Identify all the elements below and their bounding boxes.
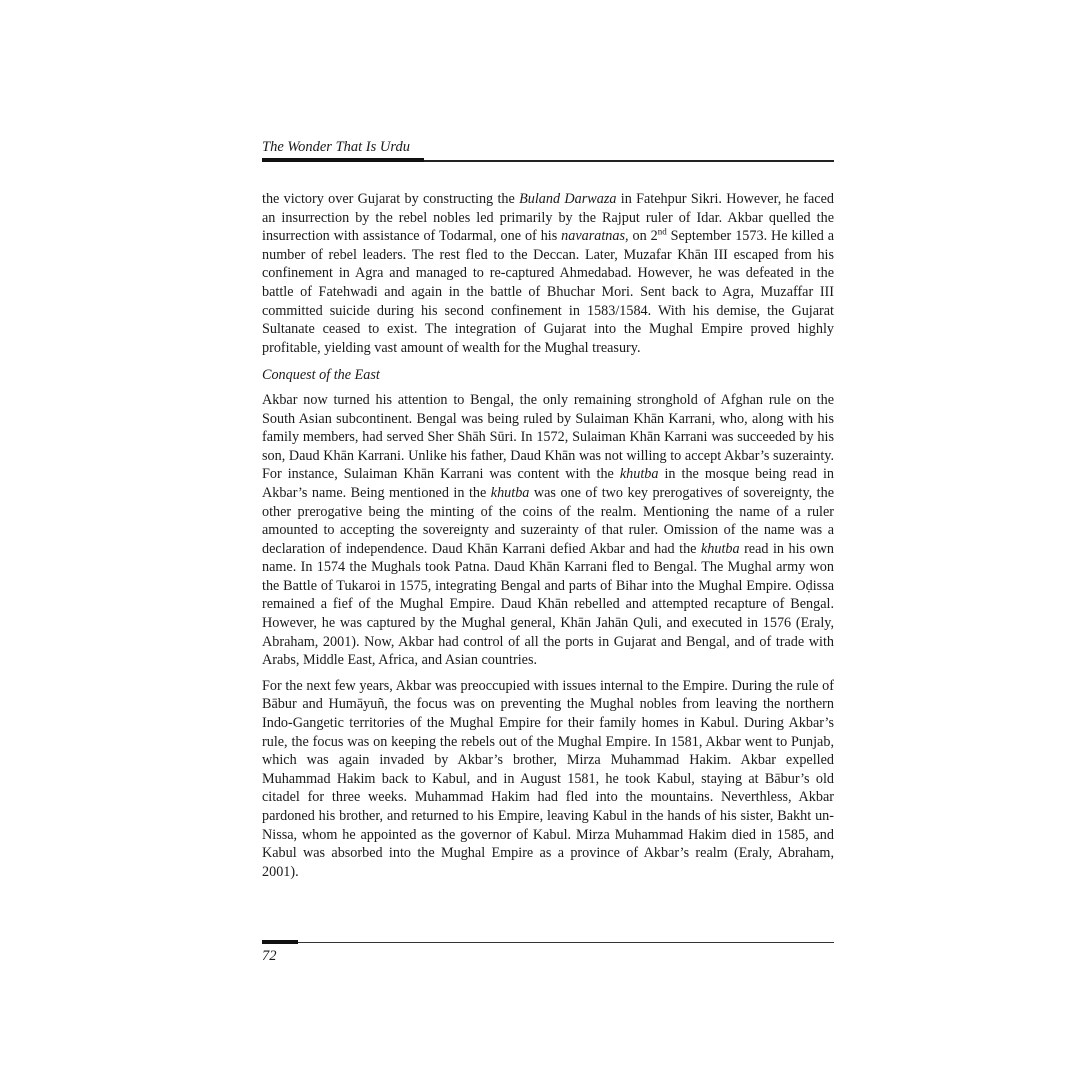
header-rule-accent	[262, 158, 424, 162]
footer-rule	[262, 942, 834, 943]
italic-term: navaratnas	[561, 228, 626, 245]
paragraph-kabul: For the next few years, Akbar was preoccupied with issues internal to the Empire. During the rule of Bābur and Humāyuñ, the focus was on preventing the Mughal nobles from leaving the northern Indo-Gangetic territories of the Mughal Empire for their family homes in Kabul. During Akbar’s rule, the focus was on keeping the rebels out of the Mughal Empire. In 1581, Akbar went to Punjab, which was again invaded by Akbar’s brother, Mirza Muhammad Hakim. Akbar expelled Muhammad Hakim back to Kabul, and in August 1581, he took Kabul, staying at Bābur’s old citadel for three weeks. Muhammad Hakim had fled into the mountains. Neverthless, Akbar pardoned his brother, and returned to his Empire, leaving Kabul in the hands of his sister, Bakht un-Nissa, whom he appointed as the governor of Kabul. Mirza Muhammad Hakim died in 1585, and Kabul was absorbed into the Mughal Empire as a province of Akbar’s realm (Eraly, Abraham, 2001).	[262, 677, 834, 880]
text-run: in the mosque being read in Akbar’s name. Being mentioned in the	[262, 466, 834, 501]
text-run: the victory over Gujarat by constructing the	[262, 191, 520, 207]
italic-term: khutba	[490, 484, 530, 501]
italic-term: Buland Darwaza	[519, 191, 617, 207]
paragraph-bengal	[262, 391, 834, 670]
text-run: in Fatehpur Sikri. However, he faced an insurrection by the rebel nobles led primarily by the Rajput ruler of Idar. Akbar quelled the insurrection with assistance of Todarmal, one of his	[262, 191, 834, 245]
italic-term: khutba	[619, 466, 659, 483]
page-footer	[262, 942, 834, 965]
header-rule	[262, 160, 834, 162]
text-run: was one of two key prerogatives of sovereignty, the other prerogative being the minting of the coins of the realm. Mentioning the name of a ruler amounted to accepting the sovereignty and suzerainty of that ruler. Omission of the name was a declaration of independence. Daud Khān Karrani defied Akbar and had the	[262, 484, 834, 557]
italic-term: khutba	[700, 540, 740, 557]
section-heading: Conquest of the East	[262, 367, 380, 384]
page-content	[262, 138, 834, 888]
text-run: Akbar now turned his attention to Bengal, the only remaining stronghold of Afghan rule on the South Asian subcontinent. Bengal was being ruled by Sulaiman Khān Karrani, who, along with his family members, had served Sher Shāh Sūri. In 1572, Sulaiman Khān Karrani was succeeded by his son, Daud Khān Karrani. Unlike his father, Daud Khān was not willing to accept Akbar’s suzerainty. For instance, Sulaiman Khān Karrani was content with the	[262, 391, 834, 483]
paragraph-gujarat	[262, 190, 834, 357]
running-header-title: The Wonder That Is Urdu	[262, 139, 410, 155]
text-run: September 1573. He killed a number of rebel leaders. The rest fled to the Deccan. Later, Muzafar Khān III escaped from his confinement in Agra and managed to re-captured Ahmedabad. However, he was defeated in the battle of Fatehwadi and again in the battle of Bhuchar Mori. Sent back to Agra, Muzaffar III committed suicide during his second confinement in 1583/1584. With his demise, the Gujarat Sultanate ceased to exist. The integration of Gujarat into the Mughal Empire proved highly profitable, yielding vast amount of wealth for the Mughal treasury.	[262, 228, 835, 356]
text-run: read in his own name. In 1574 the Mughals took Patna. Daud Khān Karrani fled to Bengal. The Mughal army won the Battle of Tukaroi in 1575, integrating Bengal and parts of Bihar into the Mughal Empire. Oḍissa remained a fief of the Mughal Empire. Daud Khān rebelled and attempted recapture of Bengal. However, he was captured by the Mughal general, Khān Jahān Quli, and executed in 1576 (Eraly, Abraham, 2001). Now, Akbar had control of all the ports in Gujarat and Bengal, and of trade with Arabs, Middle East, Africa, and Asian countries.	[262, 540, 834, 669]
text-run: , on 2	[625, 228, 658, 245]
page-number: 72	[262, 948, 277, 964]
body-text	[262, 190, 834, 881]
footer-rule-accent	[262, 940, 298, 944]
ordinal-superscript: nd	[657, 226, 667, 237]
